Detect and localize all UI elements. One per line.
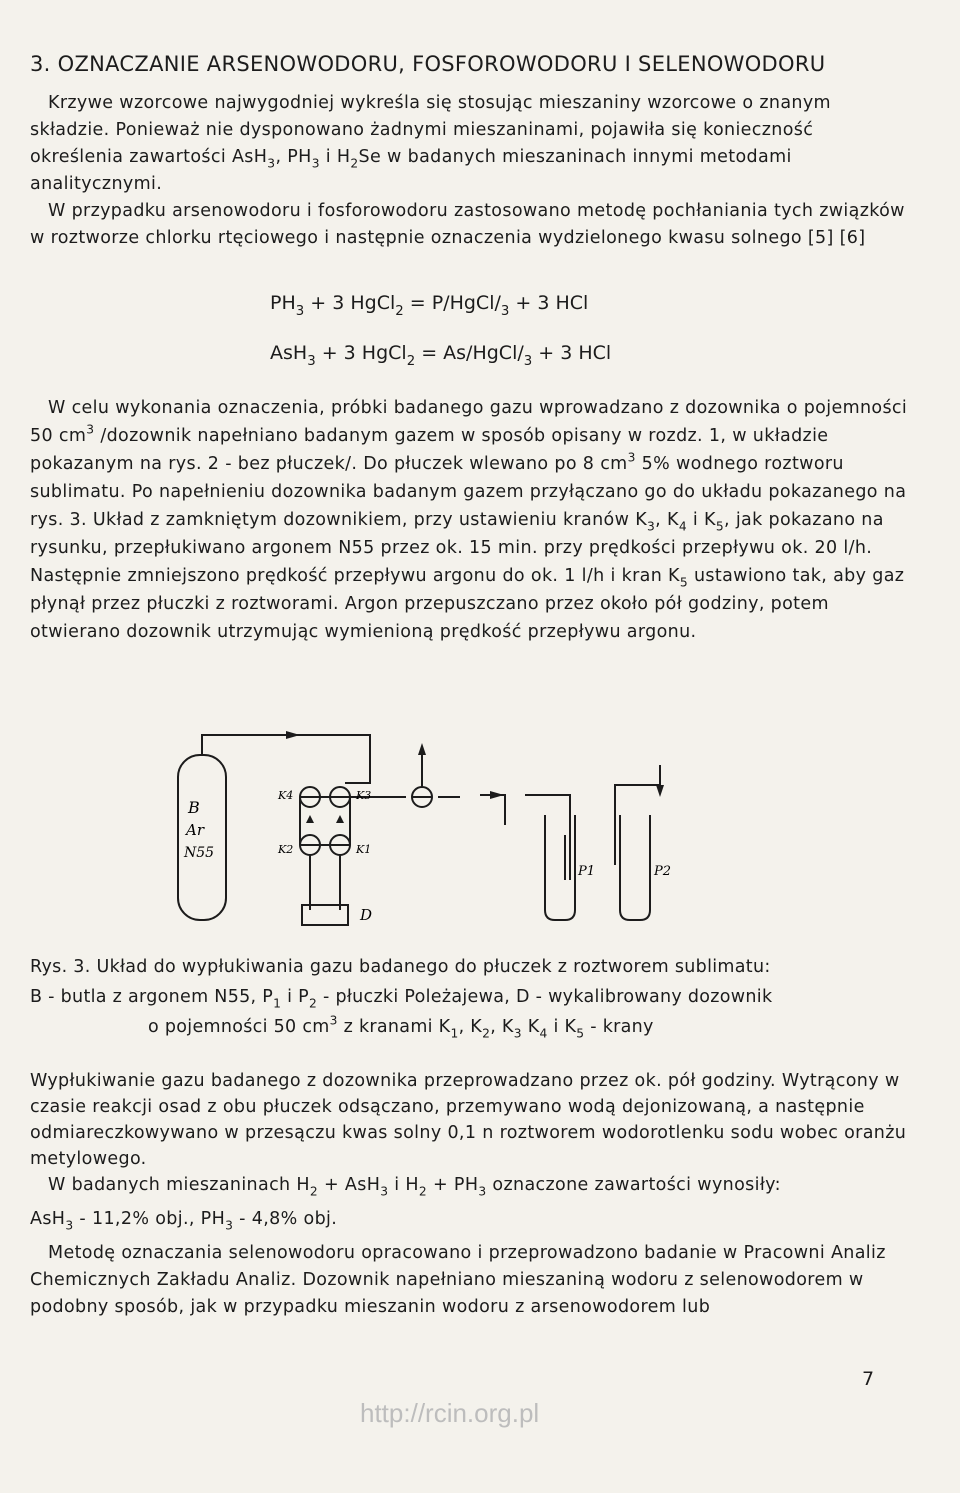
equation-ph3: $PH_3 + 3$ HgCl$_2$ = $P/HgCl/_3 + 3$ HCl — [270, 292, 589, 319]
label-n55: N55 — [184, 845, 215, 861]
results-text — [30, 1068, 910, 1321]
label-k2: K2 — [278, 843, 294, 856]
watermark-url: http://rcin.org.pl — [360, 1398, 540, 1428]
label-ar: Ar — [186, 821, 205, 839]
procedure-paragraph: W celu wykonania oznaczenia, próbki badanego gazu wprowadzano z dozownika o pojemności 50 $cm^3$ /dozownik napełniano badanym gazem w sposób opisany w rozdz. 1, w układzie pokazanym na rys. 2 - bez płuczek/. Do płuczek wlewano po 8 $cm^3$ 5% wodnego roztworu sublimatu. Po napełnieniu dozownika badanym gazem przyłączano go do układu pokazanego na rys. 3. Układ z zamkniętym dozownikiem, przy ustawieniu kranów $K_3$, $K_4$ i $K_5$, jak pokazano na rysunku, przepłukiwano argonem N55 przez ok. 15 min. przy prędkości przepływu ok. 20 l/h. Następnie zmniejszono prędkość przepływu argonu do ok. 1 l/h i kran $K_5$ ustawiono tak, aby gaz płynął przez płuczki z roztworami. Argon przepuszczano przez około pół godziny, potem otwierano dozownik utrzymując wymienioną prędkość przepływu argonu. — [30, 398, 908, 642]
label-b: B — [188, 798, 200, 817]
results-values: AsH$_3$ - 11,2% obj., $PH_3 - 4,8\%$ obj. — [30, 1209, 338, 1233]
figure-caption — [30, 952, 920, 1042]
equation-ash3: AsH$_3$ + 3 HgCl$_2$ = $As/HgCl/_3 + 3$ HCl — [270, 342, 612, 369]
intro-paragraph-1: Krzywe wzorcowe najwygodniej wykreśla się stosując mieszaniny wzorcowe o znanym składzie. Ponieważ nie dysponowano żadnymi mieszaninami, pojawiła się konieczność określenia zawartości AsH$_3$, $PH_3$ i $H_2Se$ w badanych mieszaninach innymi metodami analitycznymi. — [30, 93, 831, 194]
intro-paragraph-2: W przypadku arsenowodoru i fosforowodoru zastosowano metodę pochłaniania tych związków w roztworze chlorku rtęciowego i następnie oznaczenia wydzielonego kwasu solnego [5] [6] — [30, 201, 905, 248]
caption-line-2: B - butla z argonem N55, $P_1$ i $P_2$ - płuczki Poleżajewa, D - wykalibrowany dozownik — [30, 987, 773, 1011]
intro-text — [30, 90, 910, 252]
results-paragraph-2: W badanych mieszaninach $H_2 + AsH_3$ i $H_2 + PH_3$ oznaczone zawartości wynosiły: — [48, 1175, 781, 1199]
procedure-text — [30, 394, 910, 646]
label-p2: P2 — [654, 864, 672, 879]
label-k3: K3 — [356, 789, 372, 802]
selenium-paragraph: Metodę oznaczania selenowodoru opracowano i przeprowadzono badanie w Pracowni Analiz Chemicznych Zakładu Analiz. Dozownik napełniano mieszaniną wodoru z selenowodorem w podobny sposób, jak w przypadku mieszanin wodoru z arsenowodorem lub — [30, 1243, 886, 1317]
label-k4: K4 — [278, 789, 294, 802]
label-k1: K1 — [356, 843, 372, 856]
results-paragraph-1: Wypłukiwanie gazu badanego z dozownika przeprowadzano przez ok. pół godziny. Wytrącony w czasie reakcji osad z obu płuczek odsączano, przemywano wodą dejonizowaną, a następnie odmiareczkowywano w przesączu kwas solny 0,1 n roztworem wodorotlenku sodu wobec oranżu metylowego. — [30, 1071, 907, 1169]
section-heading: 3. OZNACZANIE ARSENOWODORU, FOSFOROWODORU I SELENOWODORU — [30, 52, 826, 76]
doser-D — [302, 905, 348, 925]
label-d: D — [360, 906, 373, 924]
caption-line-1: Rys. 3. Układ do wypłukiwania gazu badanego do płuczek z roztworem sublimatu: — [30, 957, 771, 977]
caption-line-3: o pojemności 50 $cm^3$ z kranami $K_1$, $K_2$, $K_3$ $K_4$ i $K_5$ - krany — [148, 1013, 654, 1041]
apparatus-diagram — [160, 725, 720, 940]
label-p1: P1 — [578, 864, 596, 879]
bubbler-p2 — [620, 815, 650, 920]
page-number: 7 — [862, 1368, 875, 1390]
